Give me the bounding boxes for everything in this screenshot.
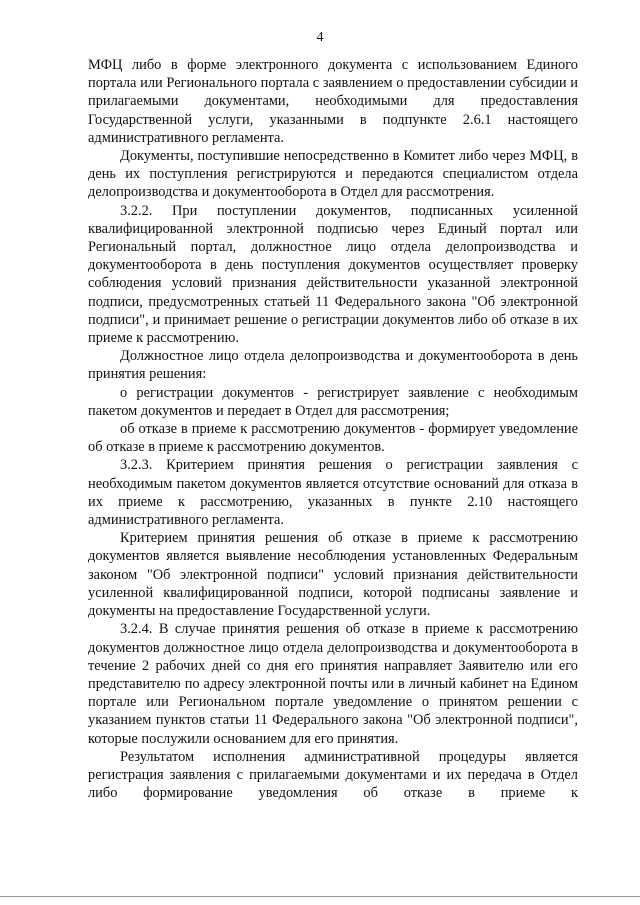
paragraph-5: о регистрации документов - регистрирует заявление с необходимым пакетом документов и передает в Отдел для рассмотрения; (88, 384, 578, 419)
paragraph-9: 3.2.4. В случае принятия решения об отказе в приеме к рассмотрению документов должностное лицо отдела делопроизводства и документооборота в течение 2 рабочих дней со дня его принятия направляет Заявителю или его представителю по адресу электронной почты или в личный кабинет на Едином портале или Региональном портале уведомление о принятом решении с указанием пунктов статьи 11 Федерального закона "Об электронной подписи", которые послужили основанием для его принятия. (88, 621, 578, 747)
paragraph-2: Документы, поступившие непосредственно в Комитет либо через МФЦ, в день их поступления регистрируются и передаются специалистом отдела делопроизводства и документооборота в Отдел для рассмотрения. (88, 148, 578, 201)
paragraph-4: Должностное лицо отдела делопроизводства и документооборота в день принятия решения: (88, 348, 578, 383)
paragraph-3: 3.2.2. При поступлении документов, подписанных усиленной квалифицированной электронной подписью через Единый портал или Региональный портал, должностное лицо отдела делопроизводства и документооборота в день поступления документов осуществляет проверку соблюдения условий признания действительности указанной электронной подписи, предусмотренных статьей 11 Федерального закона "Об электронной подписи", и принимает решение о регистрации документов либо об отказе в их приеме к рассмотрению. (88, 202, 578, 347)
page-bottom-edge (0, 896, 640, 897)
paragraph-6: об отказе в приеме к рассмотрению документов - формирует уведомление об отказе в приеме к рассмотрению документов. (88, 421, 578, 456)
paragraph-1: МФЦ либо в форме электронного документа с использованием Единого портала или Регионального портала с заявлением о предоставлении субсидии и прилагаемыми документами, необходимыми для предоставления Государственной услуги, указанными в подпункте 2.6.1 настоящего административного регламента. (88, 57, 578, 146)
paragraph-8: Критерием принятия решения об отказе в приеме к рассмотрению документов является выявление несоблюдения установленных Федеральным законом "Об электронной подписи" условий признания действительности усиленной квалифицированной подписи, которой подписаны заявление и документы на предоставление Государственной услуги. (88, 530, 578, 620)
paragraph-10: Результатом исполнения административной процедуры является регистрация заявления с прилагаемыми документами и их передача в Отдел либо формирование уведомления об отказе в приеме к (88, 748, 578, 802)
paragraph-7: 3.2.3. Критерием принятия решения о регистрации заявления с необходимым пакетом документов является отсутствие оснований для отказа в их приеме к рассмотрению, указанных в пункте 2.10 настоящего административного регламента. (88, 457, 578, 529)
document-body (88, 56, 578, 802)
page-number: 4 (316, 30, 324, 45)
